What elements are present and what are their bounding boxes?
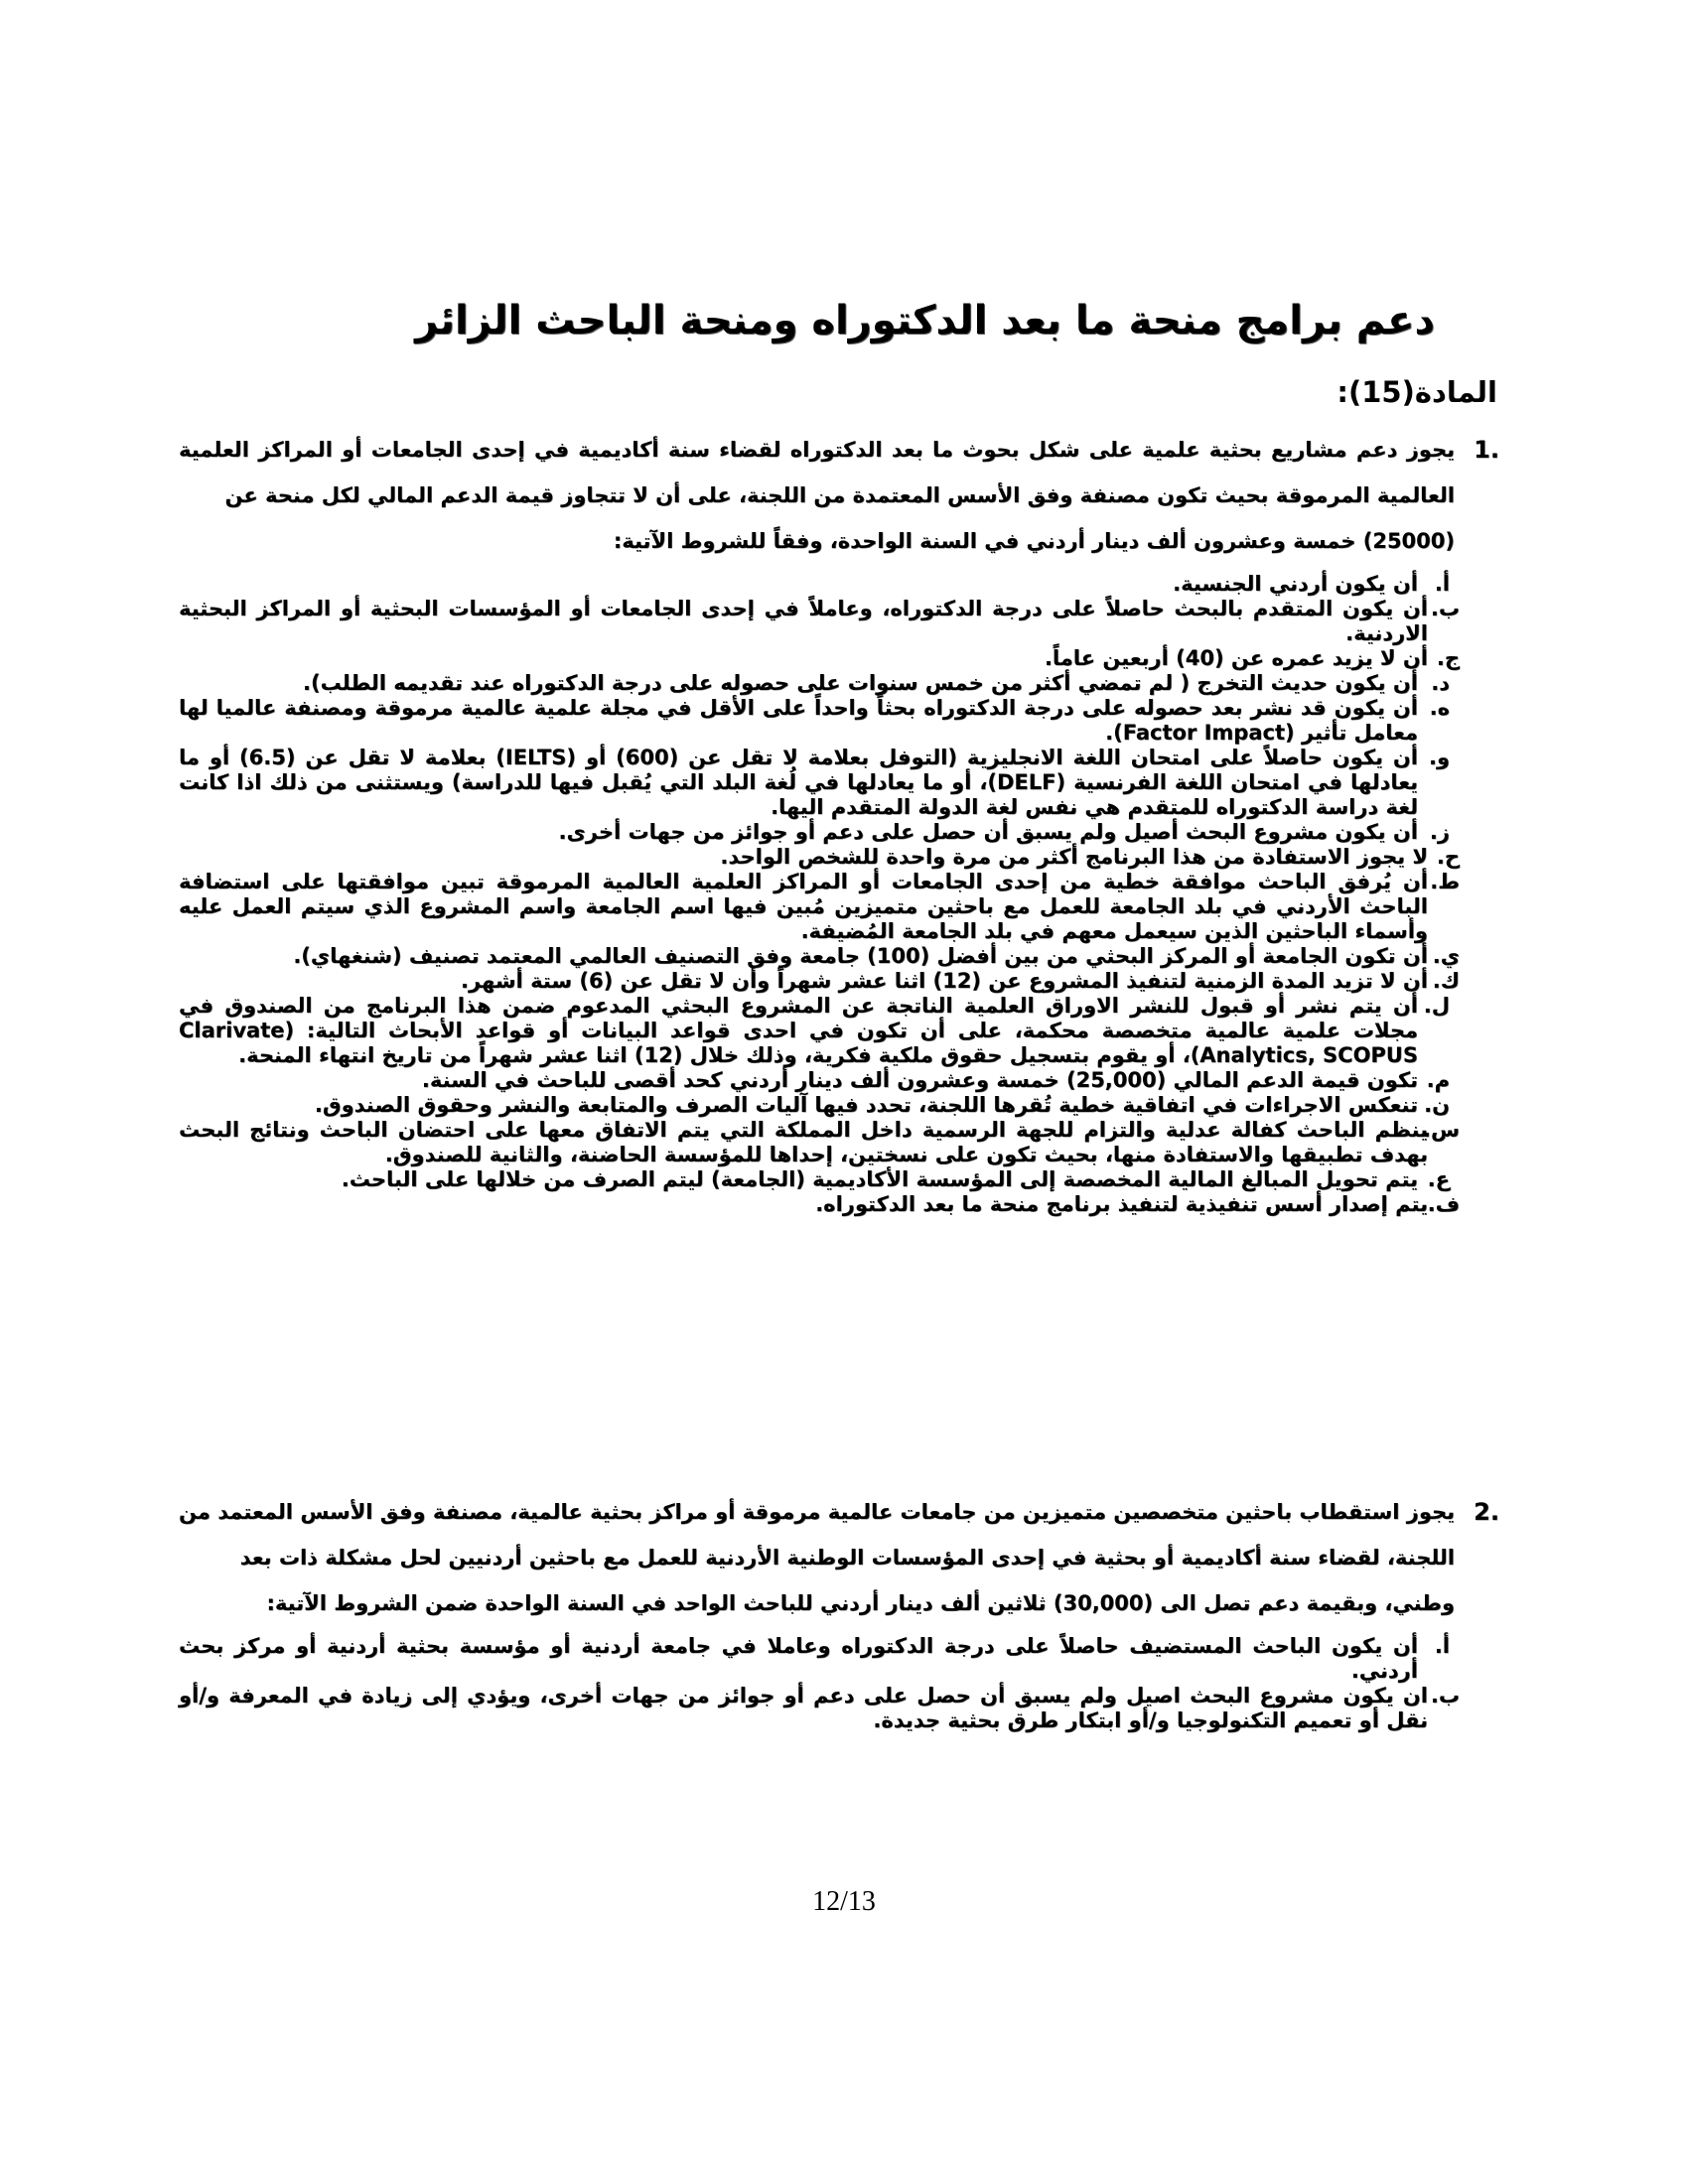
item-letter: ز. — [1429, 820, 1450, 844]
list-item — [179, 1167, 1460, 1192]
item-text: أن لا تزيد المدة الزمنية لتنفيذ المشروع عن (12) اثنا عشر شهراً وأن لا تقل عن (6) ستة أشهر. — [461, 969, 1428, 993]
item-letter: ج. — [1436, 646, 1460, 670]
item-letter: أ. — [1434, 572, 1450, 596]
list-item — [179, 1684, 1460, 1733]
item-text: ان يكون مشروع البحث اصيل ولم يسبق أن حصل على دعم أو جوائز من جهات أخرى، ويؤدي إلى زيادة في المعرفة و/أو نقل أو تعميم التكنولوجيا و/أو ابتكار طرق بحثية جديدة. — [179, 1684, 1428, 1732]
item-text: تنعكس الاجراءات في اتفاقية خطية تُقرها اللجنة، تحدد فيها آليات الصرف والمتابعة والنشر وحقوق الصندوق. — [314, 1093, 1418, 1117]
item-text: أن لا يزيد عمره عن (40) أربعين عاماً. — [1044, 646, 1428, 670]
section-intro-text: يجوز دعم مشاريع بحثية علمية على شكل بحوث ما بعد الدكتوراه لقضاء سنة أكاديمية في إحدى الجامعات أو المراكز العلمية العالمية المرموقة بحيث تكون مصنفة وفق الأسس المعتمدة من اللجنة، على أن لا تتجاوز قيمة الدعم المالي لكل منحة عن — [179, 438, 1455, 507]
list-item — [179, 1192, 1460, 1217]
item-text: تكون قيمة الدعم المالي (25,000) خمسة وعشرون ألف دينار أردني كحد أقصى للباحث في السنة. — [421, 1068, 1418, 1092]
section-1 — [179, 427, 1499, 1217]
list-item — [179, 696, 1460, 746]
item-text: أن يكون الباحث المستضيف حاصلاً على درجة الدكتوراه وعاملا في جامعة أردنية أو مؤسسة بحثية أردنية أو مركز بحث أردني. — [179, 1634, 1418, 1683]
section-intro-last-line: وطني، وبقيمة دعم تصل الى (30,000) ثلاثين ألف دينار أردني للباحث الواحد في السنة الواحدة ضمن الشروط الآتية: — [266, 1591, 1455, 1615]
item-letter: و. — [1428, 746, 1450, 769]
list-item — [179, 1634, 1460, 1684]
list-item — [179, 994, 1460, 1068]
list-item — [179, 746, 1460, 820]
item-text: أن تكون الجامعة أو المركز البحثي من بين أفضل (100) جامعة وفق التصنيف العالمي المعتمد تصنيف (شنغهاي). — [293, 944, 1428, 968]
item-text: ينظم الباحث كفالة عدلية والتزام للجهة الرسمية داخل المملكة التي يتم الاتفاق معها على احتضان الباحث ونتائج البحث بهدف تطبيقها والاستفادة منها، بحيث تكون على نسختين، إحداها للمؤسسة الحاضنة، والثانية للصندوق. — [179, 1118, 1428, 1166]
item-text: أن يكون حاصلاً على امتحان اللغة الانجليزية (التوفل بعلامة لا تقل عن (600) أو (IELTS) بعلامة لا تقل عن (6.5) أو ما يعادلها في امتحان اللغة الفرنسية (DELF)، أو ما يعادلها في لُغة البلد التي يُقبل فيها للدراسة) ويستثنى من ذلك اذا كانت لغة دراسة الدكتوراه للمتقدم هي نفس لغة الدولة المتقدم اليها. — [179, 746, 1419, 819]
list-item — [179, 870, 1460, 944]
item-letter: س. — [1423, 1118, 1460, 1142]
item-letter: أ. — [1434, 1634, 1450, 1658]
item-letter: ن. — [1424, 1093, 1450, 1117]
list-item — [179, 845, 1460, 870]
section-intro-text: يجوز استقطاب باحثين متخصصين متميزين من جامعات عالمية مرموقة أو مراكز بحثية عالمية، مصنفة وفق الأسس المعتمد من اللجنة، لقضاء سنة أكاديمية أو بحثية في إحدى المؤسسات الوطنية الأردنية للعمل مع باحثين أردنيين لحل مشكلة ذات بعد — [179, 1500, 1455, 1570]
item-letter: ب. — [1430, 1684, 1460, 1707]
item-letter: م. — [1426, 1068, 1450, 1092]
item-text: لا يجوز الاستفادة من هذا البرنامج أكثر من مرة واحدة للشخص الواحد. — [720, 845, 1428, 869]
list-item — [179, 1093, 1460, 1118]
section-2-intro — [179, 1489, 1499, 1626]
item-letter: ح. — [1436, 845, 1460, 869]
list-item — [179, 597, 1460, 646]
item-letter: ي. — [1432, 944, 1460, 968]
list-item — [179, 969, 1460, 994]
item-letter: د. — [1431, 671, 1450, 695]
page-number: 12/13 — [812, 1886, 876, 1917]
list-item — [179, 646, 1460, 671]
item-text: يتم إصدار أسس تنفيذية لتنفيذ برنامج منحة ما بعد الدكتوراه. — [815, 1192, 1428, 1216]
item-text: يتم تحويل المبالغ المالية المخصصة إلى المؤسسة الأكاديمية (الجامعة) ليتم الصرف من خلالها على الباحث. — [341, 1167, 1418, 1191]
section-number: 1. — [1474, 436, 1499, 464]
item-text: أن يتم نشر أو قبول للنشر الاوراق العلمية الناتجة عن المشروع البحثي المدعوم ضمن هذا البرنامج من الصندوق في مجلات علمية عالمية متخصصة محكمة، على أن تكون في احدى قواعد البيانات أو قواعد الأبحاث التالية: (Clarivate Analytics, SCOPUS)، أو يقوم بتسجيل حقوق ملكية فكرية، وذلك خلال (12) اثنا عشر شهراً من تاريخ انتهاء المنحة. — [179, 994, 1418, 1067]
item-letter: ع. — [1427, 1167, 1450, 1191]
item-letter: ل. — [1423, 994, 1450, 1018]
list-item — [179, 1068, 1460, 1093]
list-item — [179, 671, 1460, 696]
list-item — [179, 820, 1460, 845]
item-letter: ك. — [1432, 969, 1460, 993]
conditions-list — [179, 1634, 1499, 1733]
item-text: أن يكون قد نشر بعد حصوله على درجة الدكتوراه بحثاً واحداً على الأقل في مجلة علمية عالمية مرموقة ومصنفة عالميا لها معامل تأثير (Factor Impact). — [179, 696, 1418, 745]
item-text: أن يكون حديث التخرج ( لم تمضي أكثر من خمس سنوات على حصوله على درجة الدكتوراه عند تقديمه الطلب). — [303, 671, 1418, 695]
section-number: 2. — [1474, 1498, 1499, 1526]
item-letter: ط. — [1430, 870, 1460, 893]
item-text: أن يكون أردني الجنسية. — [1173, 572, 1418, 596]
conditions-list — [179, 572, 1499, 1217]
item-letter: ف. — [1427, 1192, 1460, 1216]
list-item — [179, 944, 1460, 969]
item-letter: ب. — [1430, 597, 1460, 620]
item-letter: ه. — [1429, 696, 1450, 720]
section-intro-last-line: (25000) خمسة وعشرون ألف دينار أردني في السنة الواحدة، وفقاً للشروط الآتية: — [613, 529, 1455, 553]
item-text: أن يُرفق الباحث موافقة خطية من إحدى الجامعات أو المراكز العلمية العالمية المرموقة تبين موافقتها على استضافة الباحث الأردني في بلد الجامعة للعمل مع باحثين متميزين مُبين فيها اسم الجامعة واسم المشروع الذي سيتم العمل عليه وأسماء الباحثين الذين سيعمل معهم في بلد الجامعة المُضيفة. — [179, 870, 1428, 943]
article-heading: المادة(15): — [1336, 375, 1497, 409]
page-title: دعم برامج منحة ما بعد الدكتوراه ومنحة الباحث الزائر — [415, 298, 1435, 343]
section-2 — [179, 1489, 1499, 1733]
item-text: أن يكون المتقدم بالبحث حاصلاً على درجة الدكتوراه، وعاملاً في إحدى الجامعات أو المؤسسات البحثية أو المراكز البحثية الاردنية. — [179, 597, 1428, 645]
list-item — [179, 1118, 1460, 1167]
section-1-intro — [179, 427, 1499, 564]
item-text: أن يكون مشروع البحث أصيل ولم يسبق أن حصل على دعم أو جوائز من جهات أخرى. — [558, 820, 1418, 844]
list-item — [179, 572, 1460, 597]
